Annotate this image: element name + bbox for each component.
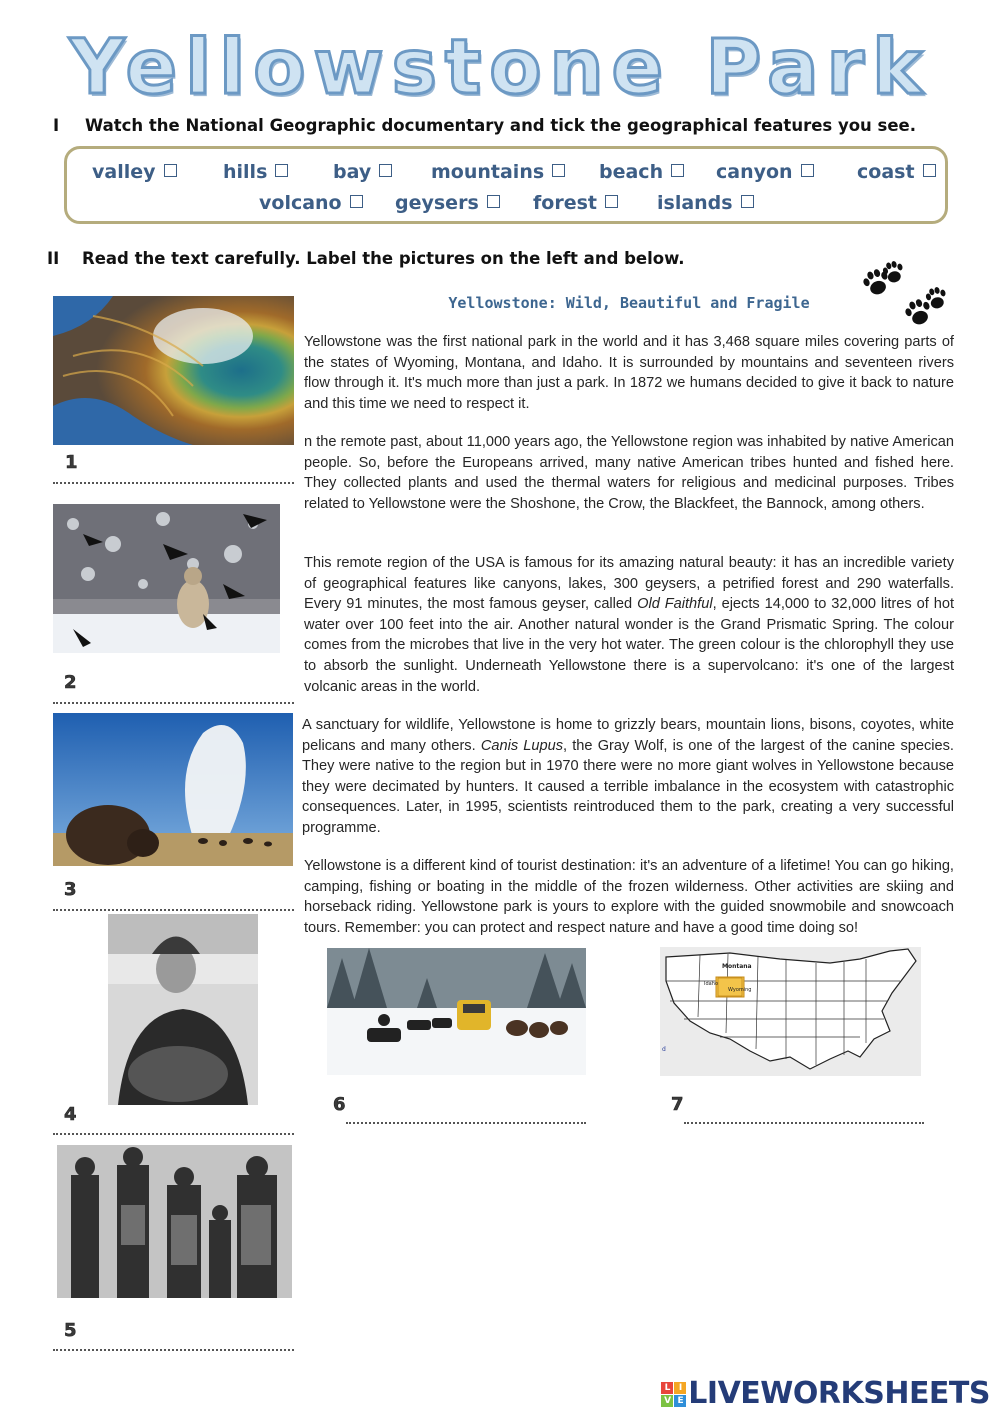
feature-bay: bay [333, 161, 392, 183]
checkbox-beach[interactable] [671, 164, 684, 177]
feature-geysers: geysers [395, 192, 500, 214]
map-corner-text: d [662, 1046, 666, 1053]
section1-instruction [53, 116, 916, 135]
label-number-5: 5 [64, 1320, 77, 1341]
section1-number: I [53, 116, 60, 135]
paragraph-4: A sanctuary for wildlife, Yellowstone is home to grizzly bears, mountain lions, bisons, coyotes, white pelicans and many others. Canis Lupus, the Gray Wolf, is one of the largest of the canine species. They were native to the region but in 1970 there were no more giant wolves in Yellowstone because they were decimated by hunters. It caused a terrible imbalance in the ecosystem with catastrophic consequences. Later, in 1995, scientists reintroduced them to the park, creating a very successful programme. [302, 717, 954, 836]
logo-badge-icon: L I V E [661, 1382, 686, 1407]
us-map [660, 947, 921, 1076]
photo-native-americans [57, 1145, 292, 1298]
liveworksheets-logo [661, 1376, 990, 1411]
paragraph-3: This remote region of the USA is famous for its amazing natural beauty: it has an incredible variety of geographical features like canyons, lakes, 300 geysers, a petrified forest and 290 waterfalls. Every 91 minutes, the most famous geyser, called Old Faithful, ejects 14,000 to 32,000 litres of hot water over 100 feet into the air. Another natural wonder is the Grand Prismatic Spring. The colour comes from the microbes that live in the very hot water. The green colour is the chlorophyll they use to absorb the sunlight. Underneath Yellowstone there is a supervolcano: it's one of the largest volcanic areas in the world. [304, 555, 954, 695]
checkbox-coast[interactable] [923, 164, 936, 177]
page-title: Yellowstone Park [69, 22, 931, 111]
checkbox-canyon[interactable] [801, 164, 814, 177]
map-label-montana: Montana [722, 963, 752, 970]
map-label-idaho: Idaho [704, 981, 718, 987]
section1-text: Watch the National Geographic documentary and tick the geographical features you see. [85, 116, 917, 135]
photo-bison-geyser [53, 713, 293, 866]
feature-canyon: canyon [716, 161, 814, 183]
article-title: Yellowstone: Wild, Beautiful and Fragile [448, 294, 810, 312]
paragraph-2: n the remote past, about 11,000 years ago, the Yellowstone region was inhabited by native American people. So, before the Europeans arrived, many native American tribes hunted and fished here. They collected plants and used the thermal waters for religious and medicinal purposes. Tribes related to Yellowstone were the Shoshone, the Crow, the Blackfeet, the Bannock, among others. [304, 434, 954, 512]
label-number-2: 2 [64, 672, 77, 693]
feature-beach: beach [599, 161, 684, 183]
logo-text: LIVEWORKSHEETS [688, 1376, 990, 1411]
photo-scientist-wolf [108, 914, 258, 1105]
feature-coast: coast [857, 161, 936, 183]
section2-text: Read the text carefully. Label the pictures on the left and below. [82, 249, 685, 268]
photo-snowmobile-tour [327, 948, 586, 1075]
feature-volcano: volcano [259, 192, 363, 214]
feature-valley: valley [92, 161, 177, 183]
photo-grand-prismatic-spring [53, 296, 294, 445]
checkbox-islands[interactable] [741, 195, 754, 208]
answer-input-6[interactable] [346, 1104, 586, 1124]
section2-instruction [47, 249, 685, 268]
feature-hills: hills [223, 161, 288, 183]
answer-input-4[interactable] [53, 1115, 294, 1135]
checkbox-mountains[interactable] [552, 164, 565, 177]
answer-input-2[interactable] [53, 684, 294, 704]
checkbox-valley[interactable] [164, 164, 177, 177]
map-label-wyoming: Wyoming [728, 987, 752, 993]
checkbox-bay[interactable] [379, 164, 392, 177]
label-number-4: 4 [64, 1104, 77, 1125]
label-number-1: 1 [65, 452, 78, 473]
answer-input-7[interactable] [684, 1104, 924, 1124]
features-box [64, 146, 948, 224]
paragraph-1: Yellowstone was the first national park in the world and it has 3,468 square miles covering parts of the states of Wyoming, Montana, and Idaho. It is surrounded by mountains and seventeen rivers flow through it. It's much more than just a park. In 1872 we humans decided to give it back to nature and this time we need to respect it. [304, 334, 954, 412]
label-number-6: 6 [333, 1094, 346, 1115]
section2-number: II [47, 249, 60, 268]
checkbox-volcano[interactable] [350, 195, 363, 208]
feature-islands: islands [657, 192, 754, 214]
answer-input-5[interactable] [53, 1331, 294, 1351]
feature-forest: forest [533, 192, 618, 214]
label-number-3: 3 [64, 879, 77, 900]
label-number-7: 7 [671, 1094, 684, 1115]
checkbox-hills[interactable] [275, 164, 288, 177]
checkbox-forest[interactable] [605, 195, 618, 208]
photo-coyote-ravens [53, 504, 280, 653]
checkbox-geysers[interactable] [487, 195, 500, 208]
feature-mountains: mountains [431, 161, 565, 183]
paragraph-5: Yellowstone is a different kind of tourist destination: it's an adventure of a lifetime! You can go hiking, camping, fishing or boating in the middle of the frozen wilderness. Other activities are skiing and horseback riding. Yellowstone park is yours to explore with the guided snowmobile and snowcoach tours. Remember: you can protect and respect nature and have a good time doing so! [304, 858, 954, 936]
answer-input-1[interactable] [53, 464, 294, 484]
answer-input-3[interactable] [53, 891, 294, 911]
